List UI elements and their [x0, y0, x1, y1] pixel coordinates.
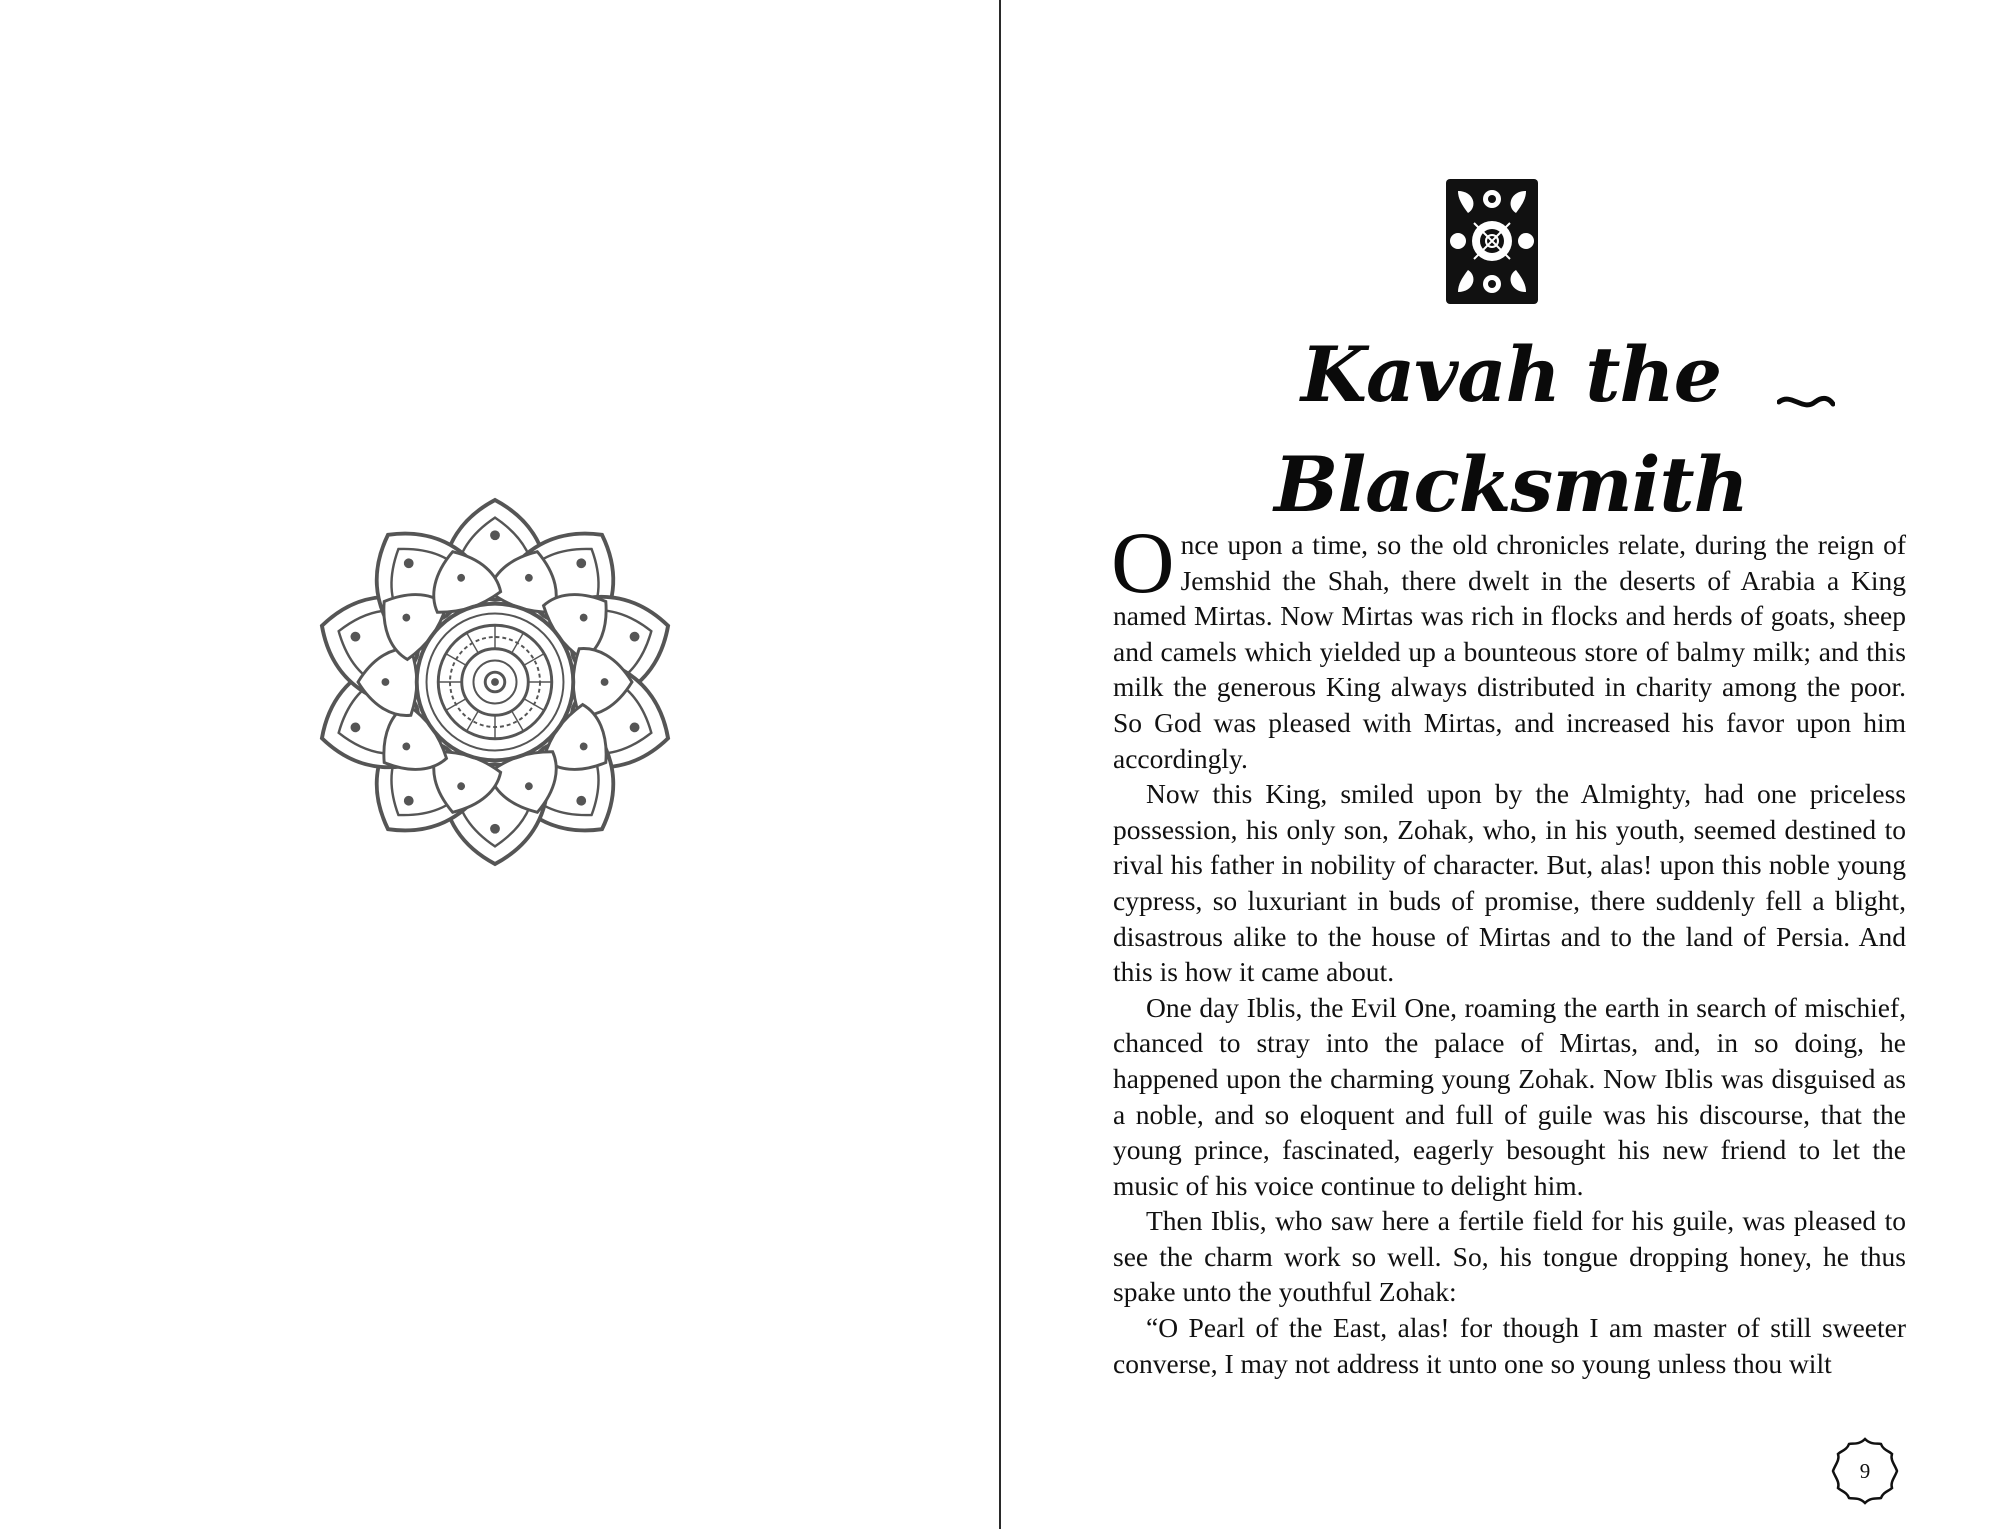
- paragraph: Then Iblis, who saw here a fertile field for his guile, was pleased to see the charm work so well. So, his tongue dropping honey, he thus spake unto the youthful Zohak:: [1113, 1205, 1906, 1308]
- page-number: 9: [1859, 1459, 1871, 1483]
- paragraph: [1111, 515, 1906, 776]
- drop-cap: O: [1111, 515, 1175, 612]
- chapter-title: Kavah the Blacksmith: [1274, 330, 1748, 529]
- mandala-ornament-icon: [314, 493, 676, 871]
- square-arabesque-ornament-icon: [1444, 177, 1540, 306]
- left-page: [0, 0, 999, 1529]
- paragraph-text: nce upon a time, so the old chronicles relate, during the reign of Jemshid the Shah, there dwelt in the deserts of Arabia a King named Mirtas. Now Mirtas was rich in flocks and herds of goats, sheep and camels which yielded up a bounteous store of balmy milk; and this milk the generous King always distributed in charity among the poor. So God was pleased with Mirtas, and increased his favor upon him accordingly.: [1113, 529, 1906, 774]
- right-page: [1001, 0, 2000, 1529]
- paragraph: One day Iblis, the Evil One, roaming the earth in search of mischief, chanced to stray into the palace of Mirtas, and, in so doing, he happened upon the charming young Zohak. Now Iblis was disguised as a noble, and so eloquent and full of guile was his discourse, that the young prince, fascinated, eagerly besought his new friend to let the music of his voice continue to delight him.: [1113, 991, 1906, 1201]
- chapter-body: [1111, 515, 1906, 1381]
- paragraph: “O Pearl of the East, alas! for though I am master of still sweeter converse, I may not address it unto one so young unless thou wilt: [1113, 1312, 1906, 1379]
- title-swash-flourish: [1777, 388, 1835, 416]
- paragraph: Now this King, smiled upon by the Almighty, had one priceless possession, his only son, Zohak, who, in his youth, seemed destined to rival his father in nobility of character. But, alas! upon this noble young cypress, so luxuriant in buds of promise, there suddenly fell a blight, disastrous alike to the house of Mirtas and to the land of Persia. And this is how it came about.: [1113, 778, 1906, 988]
